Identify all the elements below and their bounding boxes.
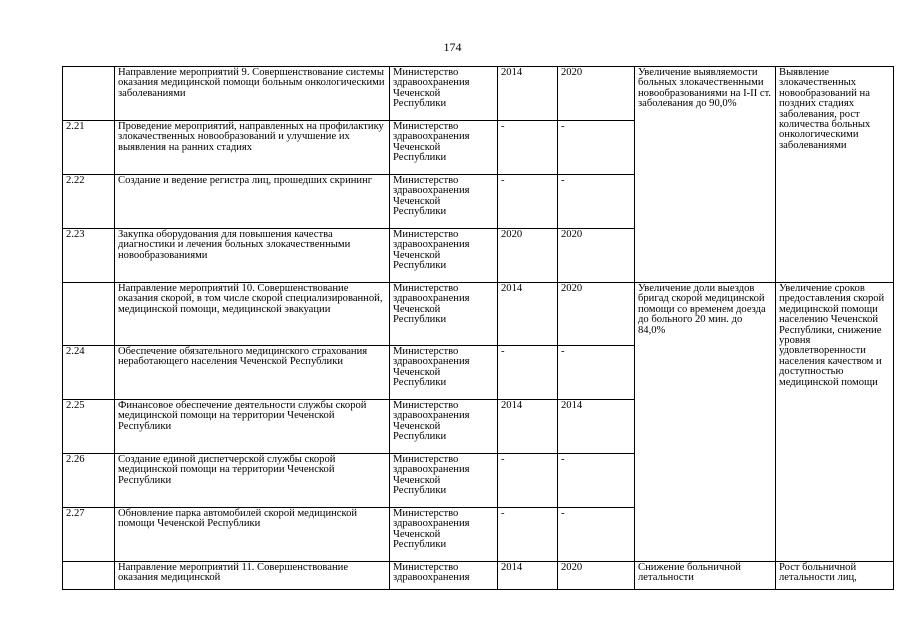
executor: Министерство здравоохранения Чеченской Республики <box>390 508 498 562</box>
year-start: - <box>498 454 558 508</box>
row-number: 2.27 <box>63 508 115 562</box>
row-number: 2.26 <box>63 454 115 508</box>
row-number: 2.25 <box>63 400 115 454</box>
year-end: - <box>558 121 635 175</box>
year-end: - <box>558 346 635 400</box>
table-row <box>63 67 894 121</box>
executor: Министерство здравоохранения Чеченской Республики <box>390 346 498 400</box>
executor: Министерство здравоохранения Чеченской Республики <box>390 67 498 121</box>
executor: Министерство здравоохранения Чеченской Республики <box>390 454 498 508</box>
row-number: 2.24 <box>63 346 115 400</box>
activity-name: Проведение мероприятий, направленных на профилактику злокачественных новообразований и улучшение их выявления на ранних стадиях <box>115 121 390 175</box>
expected-result: Снижение больничной летальности <box>635 562 776 590</box>
non-implementation-effect: Рост больничной летальности лиц, <box>776 562 894 590</box>
row-number: 2.21 <box>63 121 115 175</box>
year-start: 2014 <box>498 562 558 590</box>
year-start: - <box>498 508 558 562</box>
page-number: 174 <box>443 40 462 54</box>
row-number <box>63 562 115 590</box>
activity-name: Создание и ведение регистра лиц, прошедших скрининг <box>115 175 390 229</box>
year-start: - <box>498 175 558 229</box>
row-number <box>63 67 115 121</box>
row-number: 2.23 <box>63 229 115 283</box>
activity-name: Обновление парка автомобилей скорой медицинской помощи Чеченской Республики <box>115 508 390 562</box>
table-row <box>63 562 894 590</box>
year-end: 2020 <box>558 67 635 121</box>
year-start: 2020 <box>498 229 558 283</box>
activity-name: Направление мероприятий 10. Совершенствование оказания скорой, в том числе скорой специализированной, медицинской помощи, медицинской эвакуации <box>115 283 390 346</box>
year-start: - <box>498 121 558 175</box>
year-start: 2014 <box>498 283 558 346</box>
table-row <box>63 283 894 346</box>
year-end: 2014 <box>558 400 635 454</box>
non-implementation-effect: Выявление злокачественных новообразований на поздних стадиях заболевания, рост количества больных онкологическими заболеваниями <box>776 67 894 283</box>
activity-name: Создание единой диспетчерской службы скорой медицинской помощи на территории Чеченской Республики <box>115 454 390 508</box>
activity-name: Направление мероприятий 11. Совершенствование оказания медицинской <box>115 562 390 590</box>
year-end: - <box>558 175 635 229</box>
year-end: 2020 <box>558 283 635 346</box>
expected-result: Увеличение доли выездов бригад скорой медицинской помощи со временем доезда до больного 20 мин. до 84,0% <box>635 283 776 562</box>
executor: Министерство здравоохранения Чеченской Республики <box>390 121 498 175</box>
year-start: 2014 <box>498 400 558 454</box>
activity-name: Финансовое обеспечение деятельности службы скорой медицинской помощи на территории Чеченской Республики <box>115 400 390 454</box>
year-end: - <box>558 508 635 562</box>
executor: Министерство здравоохранения Чеченской Республики <box>390 400 498 454</box>
executor: Министерство здравоохранения Чеченской Республики <box>390 175 498 229</box>
activity-name: Закупка оборудования для повышения качества диагностики и лечения больных злокачественными новообразованиями <box>115 229 390 283</box>
year-start: - <box>498 346 558 400</box>
year-end: - <box>558 454 635 508</box>
activity-name: Направление мероприятий 9. Совершенствование системы оказания медицинской помощи больным онкологическими заболеваниями <box>115 67 390 121</box>
year-end: 2020 <box>558 229 635 283</box>
year-end: 2020 <box>558 562 635 590</box>
activity-name: Обеспечение обязательного медицинского страхования неработающего населения Чеченской Республики <box>115 346 390 400</box>
non-implementation-effect: Увеличение сроков предоставления скорой медицинской помощи населению Чеченской Республики, снижение уровня удовлетворенности населения качеством и доступностью медицинской помощи <box>776 283 894 562</box>
executor: Министерство здравоохранения Чеченской Республики <box>390 229 498 283</box>
row-number: 2.22 <box>63 175 115 229</box>
year-start: 2014 <box>498 67 558 121</box>
expected-result: Увеличение выявляемости больных злокачественными новообразованиями на I-II ст. заболевания до 90,0% <box>635 67 776 283</box>
activities-table <box>62 66 894 590</box>
executor: Министерство здравоохранения <box>390 562 498 590</box>
executor: Министерство здравоохранения Чеченской Республики <box>390 283 498 346</box>
row-number <box>63 283 115 346</box>
